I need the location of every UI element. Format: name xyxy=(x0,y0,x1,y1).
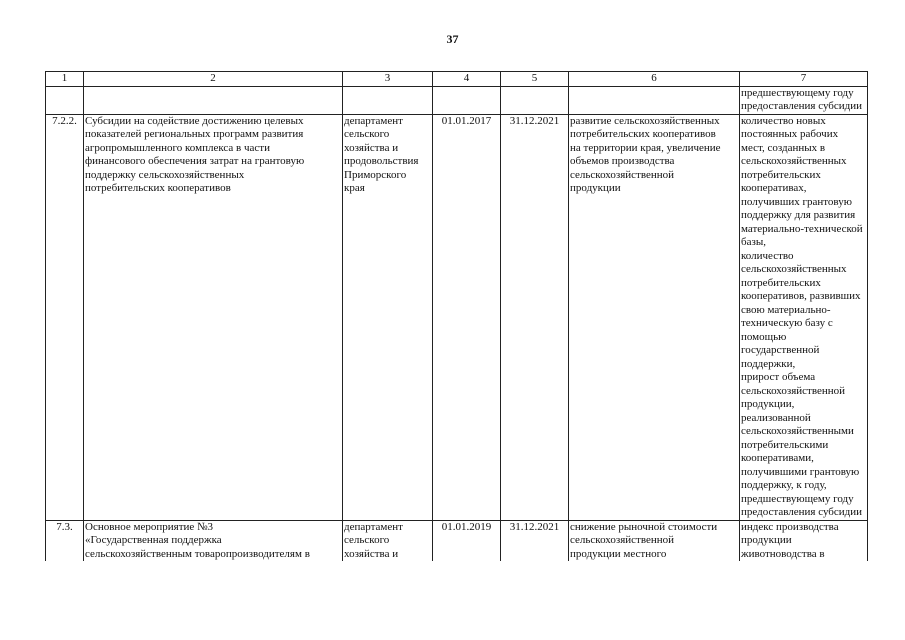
item-number-cell xyxy=(46,114,84,520)
text-line: на территории края, увеличение xyxy=(570,141,721,154)
text-line: потребительских кооперативов xyxy=(570,128,716,140)
text-line: поддержку для развития xyxy=(741,209,856,221)
text-line: Субсидии на содействие достижению целевых xyxy=(85,114,304,127)
text-line: предоставления субсидии xyxy=(741,506,863,518)
text-line: сельскохозяйственных xyxy=(741,263,847,275)
text-line: сельскохозяйственной xyxy=(570,534,675,546)
text-line: агропромышленного комплекса в части xyxy=(85,141,270,154)
text-line: сельскохозяйственных xyxy=(741,155,847,167)
text-line: края xyxy=(344,182,365,194)
header-cell: 1 xyxy=(46,72,84,87)
header-cell: 6 xyxy=(569,72,740,87)
text-line: «Государственная поддержка xyxy=(85,534,222,546)
header-cell: 5 xyxy=(501,72,569,87)
item-number-cell xyxy=(46,520,84,561)
text-line: помощью xyxy=(741,330,787,343)
text-line: сельского xyxy=(344,128,390,140)
text-line: материально-технической xyxy=(741,222,863,235)
text-line: поддержку сельскохозяйственных xyxy=(85,168,245,181)
text-line: департамент xyxy=(344,114,403,127)
table-row xyxy=(46,520,868,561)
continuation-row xyxy=(46,86,868,114)
text-line: поддержку, к году, xyxy=(741,479,827,491)
text-line: продукции местного xyxy=(570,547,667,560)
text-line: поддержки, xyxy=(741,357,796,370)
page-number: 37 xyxy=(446,32,459,46)
text-line: финансового обеспечения затрат на грантовую xyxy=(85,155,305,167)
text-line: кооперативов, развивших xyxy=(741,290,861,302)
indicator-cell xyxy=(740,86,868,114)
cell-text: 31.12.2021 xyxy=(509,114,560,127)
text-line: Приморского xyxy=(344,168,407,181)
header-cell: 2 xyxy=(84,72,343,87)
measure-name-cell xyxy=(84,114,343,520)
text-line: получивших грантовую xyxy=(741,195,852,208)
text-line: потребительскими xyxy=(741,438,829,451)
measures-table xyxy=(45,71,868,561)
text-line: продовольствия xyxy=(344,155,419,167)
text-line: потребительских xyxy=(741,276,821,289)
text-line: потребительских кооперативов xyxy=(85,182,231,194)
text-line: развитие сельскохозяйственных xyxy=(570,114,720,127)
text-line: базы, xyxy=(741,236,766,248)
text-line: свою материально- xyxy=(741,303,831,316)
text-line: Основное мероприятие №3 xyxy=(85,520,214,533)
text-line: сельскохозяйственной xyxy=(570,168,675,181)
text-line: предшествующему году xyxy=(741,86,854,99)
text-line: постоянных рабочих xyxy=(741,128,839,140)
expected-result-cell xyxy=(569,114,740,520)
cell-text: 31.12.2021 xyxy=(509,520,560,533)
cell-text: 01.01.2019 xyxy=(441,520,492,533)
cell-text: 7.2.2. xyxy=(52,114,77,127)
text-line: хозяйства и xyxy=(344,141,399,154)
text-line: техническую базу с xyxy=(741,317,833,329)
text-line: сельского xyxy=(344,534,390,546)
header-cell: 3 xyxy=(343,72,433,87)
text-line: количество новых xyxy=(741,114,826,127)
text-line: хозяйства и xyxy=(344,547,399,560)
text-line: продукции, xyxy=(741,398,795,410)
text-line: количество xyxy=(741,249,794,262)
measure-name-cell xyxy=(84,520,343,561)
text-line: прирост объема xyxy=(741,371,816,383)
expected-result-cell xyxy=(569,520,740,561)
text-line: кооперативах, xyxy=(741,182,807,194)
text-line: предшествующему году xyxy=(741,492,854,505)
start-date-cell xyxy=(433,114,501,520)
executor-cell xyxy=(343,114,433,520)
header-cell: 4 xyxy=(433,72,501,87)
table-row xyxy=(46,114,868,520)
text-line: предоставления субсидии xyxy=(741,100,863,112)
cell-text: 01.01.2017 xyxy=(441,114,492,127)
text-line: сельскохозяйственными xyxy=(741,425,854,437)
text-line: государственной xyxy=(741,344,820,356)
header-row xyxy=(46,72,868,87)
start-date-cell xyxy=(433,520,501,561)
text-line: показателей региональных программ развития xyxy=(85,128,304,140)
text-line: потребительских xyxy=(741,168,821,181)
text-line: объемов производства xyxy=(570,155,675,167)
text-line: животноводства в xyxy=(741,547,825,560)
text-line: продукции xyxy=(570,182,621,194)
text-line: индекс производства xyxy=(741,520,839,533)
text-line: сельскохозяйственной xyxy=(741,384,846,397)
text-line: реализованной xyxy=(741,411,811,424)
text-line: снижение рыночной стоимости xyxy=(570,520,718,533)
indicator-cell xyxy=(740,114,868,520)
indicator-cell xyxy=(740,520,868,561)
text-line: продукции xyxy=(741,534,792,546)
text-line: мест, созданных в xyxy=(741,141,826,154)
text-line: кооперативами, xyxy=(741,452,814,464)
text-line: департамент xyxy=(344,520,403,533)
executor-cell xyxy=(343,520,433,561)
header-cell: 7 xyxy=(740,72,868,87)
end-date-cell xyxy=(501,114,569,520)
text-line: получившими грантовую xyxy=(741,465,860,478)
cell-text: 7.3. xyxy=(56,520,73,533)
text-line: сельскохозяйственным товаропроизводителям в xyxy=(85,547,310,560)
end-date-cell xyxy=(501,520,569,561)
